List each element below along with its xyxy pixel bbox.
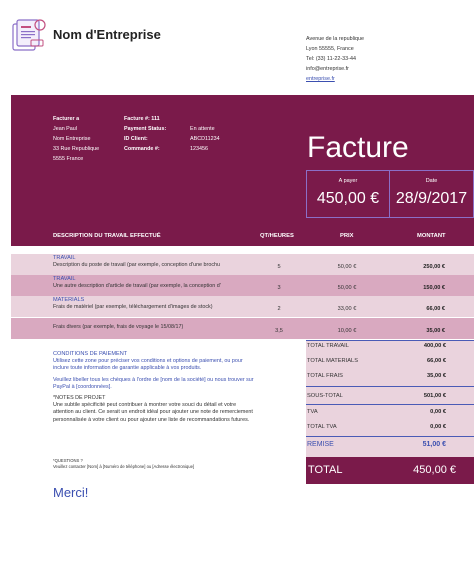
row-price: 10,00 € bbox=[337, 328, 357, 334]
project-notes-title: *NOTES DE PROJET bbox=[53, 395, 106, 402]
row-category: TRAVAIL bbox=[53, 255, 76, 261]
total-travail-value: 400,00 € bbox=[423, 343, 446, 349]
remise-value: 51,00 € bbox=[422, 441, 446, 448]
payment-conditions bbox=[53, 351, 258, 424]
questions-text: Veuillez contacter [Nom] à [Numéro de téléphone] ou [Adresse électronique] bbox=[53, 463, 195, 469]
header-price: PRIX bbox=[340, 233, 354, 239]
total-frais-row bbox=[306, 370, 474, 383]
subtotal-divider bbox=[306, 386, 474, 387]
row-description: Une autre description d'article de travail (par exemple, la conception d' bbox=[53, 283, 221, 289]
grand-total-bar bbox=[306, 457, 474, 484]
row-category: MATERIALS bbox=[53, 297, 85, 303]
bill-to-name: Jean Paul bbox=[53, 126, 77, 132]
tva-divider bbox=[306, 404, 474, 405]
invoice-meta-labels bbox=[124, 114, 166, 154]
row-amount: 250,00 € bbox=[423, 264, 445, 270]
questions-title: *QUESTIONS ? bbox=[53, 458, 83, 463]
row-quantity: 5 bbox=[277, 264, 281, 270]
client-id-label: ID Client: bbox=[124, 136, 148, 142]
total-travail-row bbox=[306, 340, 474, 353]
cheque-instructions: Veuillez libeller tous les chèques à l'ordre de [nom de la société] ou nous trouver sur PayPal à [coordonnées]. bbox=[53, 376, 254, 390]
remise-label: REMISE bbox=[307, 441, 334, 448]
header-quantity: QT/HEURES bbox=[260, 233, 294, 239]
total-tva-row bbox=[306, 421, 474, 434]
header-description: DESCRIPTION DU TRAVAIL EFFECTUÉ bbox=[53, 233, 161, 239]
conditions-text: Utilisez cette zone pour préciser vos conditions et options de paiement, ou pour inclure toute information de garantie applicable à vos produits. bbox=[53, 358, 243, 372]
conditions-title: CONDITIONS DE PAIEMENT bbox=[53, 351, 128, 357]
status-value: En attente bbox=[190, 126, 215, 132]
total-tva-label: TOTAL TVA bbox=[307, 424, 337, 430]
company-phone: Tel: (33) 11-22-33-44 bbox=[306, 56, 356, 62]
thanks-message: Merci! bbox=[53, 485, 89, 500]
row-amount: 35,00 € bbox=[426, 328, 445, 334]
invoice-date-box bbox=[389, 170, 474, 218]
bill-to-block bbox=[53, 114, 99, 164]
table-row bbox=[11, 275, 474, 296]
total-travail-label: TOTAL TRAVAIL bbox=[307, 343, 349, 349]
remise-row bbox=[306, 439, 474, 452]
total-materials-row bbox=[306, 355, 474, 368]
company-name: Nom d'Entreprise bbox=[53, 27, 161, 42]
row-description: Frais divers (par exemple, frais de voyage le 15/08/17) bbox=[53, 324, 184, 330]
company-email: info@entreprise.fr bbox=[306, 66, 349, 72]
bill-to-street: 33 Rue Republique bbox=[53, 146, 100, 152]
order-label: Commande #: bbox=[124, 146, 160, 152]
order-value: 123456 bbox=[190, 146, 208, 152]
row-price: 33,00 € bbox=[337, 306, 357, 312]
row-amount: 66,00 € bbox=[426, 306, 445, 312]
bill-to-label: Facturer a bbox=[53, 116, 80, 122]
sous-total-value: 501,00 € bbox=[423, 393, 446, 399]
row-price: 50,00 € bbox=[337, 264, 357, 270]
total-materials-value: 66,00 € bbox=[427, 358, 446, 364]
address-line-2: Lyon 55555, France bbox=[306, 46, 354, 52]
client-id-value: ABCD11234 bbox=[190, 136, 220, 142]
row-price: 50,00 € bbox=[337, 285, 357, 291]
total-materials-label: TOTAL MATERIALS bbox=[307, 358, 358, 364]
questions-block bbox=[53, 458, 194, 469]
address-line-1: Avenue de la republique bbox=[306, 36, 365, 42]
company-website-link[interactable]: entreprise.fr bbox=[306, 76, 335, 82]
project-notes-text: Une subtile spécificité peut contribuer à montrer votre souci du détail et votre attention au client. Ce serait un endroit idéal pour ajouter une note de remerciement personnalisée à votre client ou pour ajouter une liste de recommandations futures. bbox=[53, 402, 253, 423]
row-quantity: 3,5 bbox=[275, 328, 283, 334]
row-quantity: 3 bbox=[277, 285, 281, 291]
status-label: Payment Status: bbox=[124, 126, 167, 132]
grand-total-label: TOTAL bbox=[308, 464, 343, 476]
table-row bbox=[11, 254, 474, 275]
invoice-date-value: 28/9/2017 bbox=[395, 190, 468, 207]
row-category: TRAVAIL bbox=[53, 276, 76, 282]
amount-due-box bbox=[306, 170, 390, 218]
row-description: Frais de matériel (par exemple, téléchargement d'images de stock) bbox=[53, 304, 213, 310]
row-quantity: 2 bbox=[277, 306, 281, 312]
tva-value: 0,00 € bbox=[430, 409, 446, 415]
total-frais-value: 35,00 € bbox=[427, 373, 446, 379]
invoice-number: Facture #: 111 bbox=[124, 116, 160, 122]
grand-total-value: 450,00 € bbox=[413, 464, 456, 476]
invoice-date-label: Date bbox=[425, 178, 438, 184]
total-frais-label: TOTAL FRAIS bbox=[307, 373, 343, 379]
invoice-meta-values bbox=[190, 114, 220, 154]
remise-divider bbox=[306, 436, 474, 437]
header-amount: MONTANT bbox=[417, 233, 446, 239]
amount-due-label: A payer bbox=[338, 178, 358, 184]
table-row bbox=[11, 296, 474, 317]
tva-row bbox=[306, 406, 474, 419]
invoice-title: Facture bbox=[307, 131, 409, 164]
row-description: Description du poste de travail (par exemple, conception d'une brochu bbox=[53, 262, 221, 268]
tva-label: TVA bbox=[307, 409, 318, 415]
total-tva-value: 0,00 € bbox=[430, 424, 446, 430]
table-row bbox=[11, 318, 474, 339]
bill-to-company: Nom Entreprise bbox=[53, 136, 91, 142]
bill-to-city: 5555 France bbox=[53, 156, 84, 162]
amount-due-value: 450,00 € bbox=[316, 190, 380, 207]
company-logo bbox=[11, 18, 47, 52]
row-amount: 150,00 € bbox=[423, 285, 445, 291]
sous-total-row bbox=[306, 390, 474, 403]
sous-total-label: SOUS-TOTAL bbox=[307, 393, 343, 399]
company-address bbox=[306, 34, 364, 84]
